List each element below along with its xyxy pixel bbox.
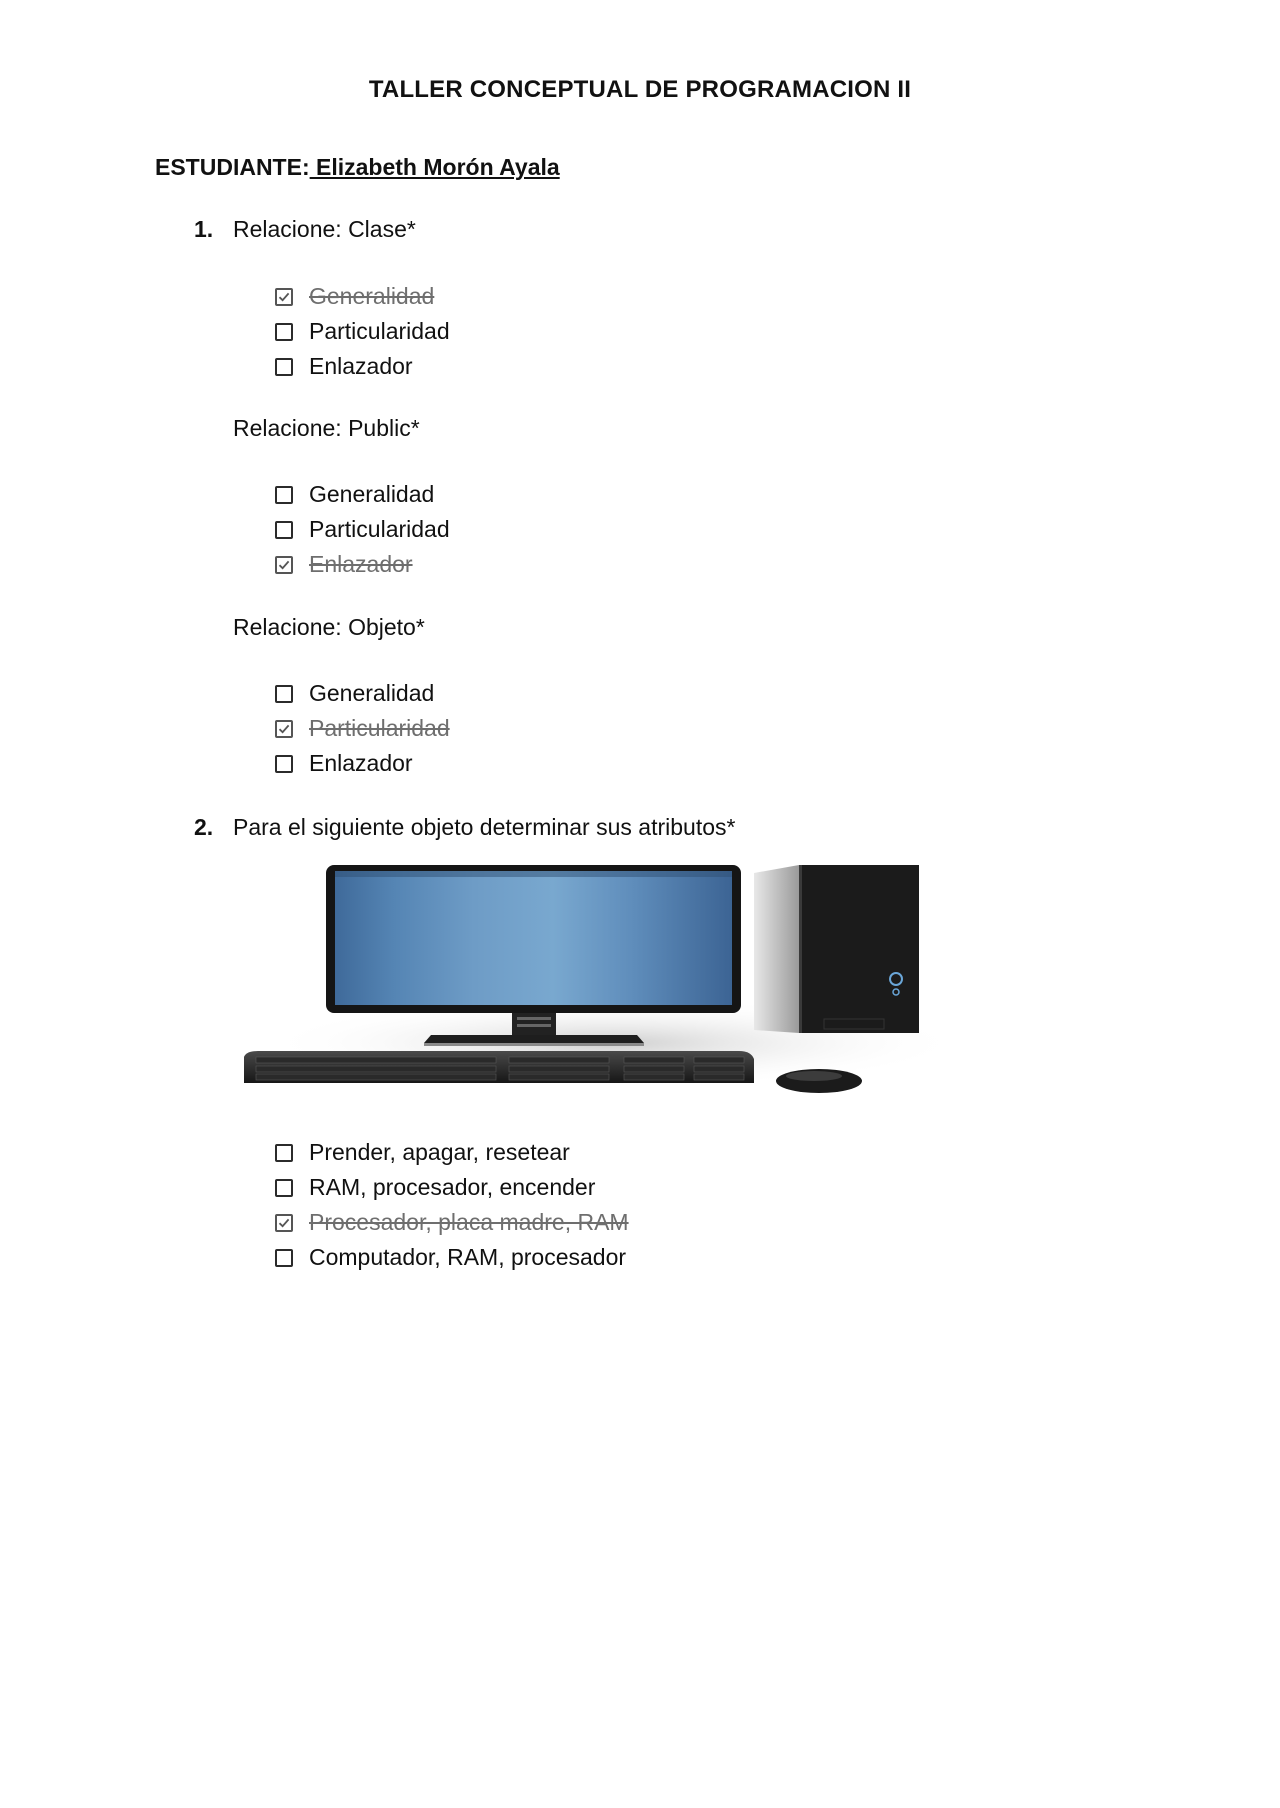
question-prompt: Para el siguiente objeto determinar sus atributos*: [233, 814, 736, 840]
option-enlazador[interactable]: [275, 349, 450, 384]
checkbox-unchecked[interactable]: [275, 521, 293, 539]
checkbox-checked[interactable]: [275, 720, 293, 738]
option-label: Generalidad: [309, 283, 435, 309]
question-number: 2.: [194, 814, 214, 840]
question-2: [194, 814, 735, 841]
checkbox-unchecked[interactable]: [275, 1249, 293, 1267]
option-generalidad[interactable]: [275, 676, 450, 711]
option-label: Computador, RAM, procesador: [309, 1244, 627, 1270]
checkbox-checked[interactable]: [275, 556, 293, 574]
option-label: Enlazador: [309, 551, 413, 577]
checkbox-unchecked[interactable]: [275, 486, 293, 504]
option-generalidad[interactable]: [275, 279, 450, 314]
document-title: TALLER CONCEPTUAL DE PROGRAMACION II: [368, 76, 912, 103]
checkbox-unchecked[interactable]: [275, 323, 293, 341]
checkbox-unchecked[interactable]: [275, 685, 293, 703]
student-line: [155, 154, 560, 181]
option-label: Particularidad: [309, 715, 450, 741]
computer-image: [234, 865, 944, 1100]
option-label: Particularidad: [309, 318, 450, 344]
option-particularidad[interactable]: [275, 711, 450, 746]
student-name: Elizabeth Morón Ayala: [309, 154, 560, 180]
option-label: Generalidad: [309, 481, 435, 507]
question-1: [194, 216, 416, 243]
checkbox-checked[interactable]: [275, 288, 293, 306]
option-label: RAM, procesador, encender: [309, 1174, 596, 1200]
question-prompt: Relacione: Clase*: [233, 216, 416, 242]
option-particularidad[interactable]: [275, 512, 450, 547]
option-particularidad[interactable]: [275, 314, 450, 349]
checkbox-unchecked[interactable]: [275, 1179, 293, 1197]
option-computador-ram[interactable]: [275, 1240, 629, 1275]
checkbox-unchecked[interactable]: [275, 755, 293, 773]
option-prender-apagar[interactable]: [275, 1135, 629, 1170]
option-enlazador[interactable]: [275, 547, 450, 582]
option-label: Enlazador: [309, 353, 413, 379]
options-atributos: [275, 1135, 629, 1275]
option-ram-procesador-encender[interactable]: [275, 1170, 629, 1205]
checkbox-unchecked[interactable]: [275, 1144, 293, 1162]
question-number: 1.: [194, 216, 214, 242]
checkbox-checked[interactable]: [275, 1214, 293, 1232]
prompt-objeto: Relacione: Objeto*: [233, 614, 425, 640]
option-label: Particularidad: [309, 516, 450, 542]
option-label: Generalidad: [309, 680, 435, 706]
option-label: Prender, apagar, resetear: [309, 1139, 570, 1165]
options-clase: [275, 279, 450, 384]
option-enlazador[interactable]: [275, 746, 450, 781]
checkbox-unchecked[interactable]: [275, 358, 293, 376]
options-public: [275, 477, 450, 582]
options-objeto: [275, 676, 450, 781]
option-generalidad[interactable]: [275, 477, 450, 512]
option-label: Procesador, placa madre, RAM: [309, 1209, 629, 1235]
option-label: Enlazador: [309, 750, 413, 776]
prompt-public: Relacione: Public*: [233, 415, 420, 441]
option-procesador-placa-ram[interactable]: [275, 1205, 629, 1240]
student-label: ESTUDIANTE:: [155, 154, 310, 180]
